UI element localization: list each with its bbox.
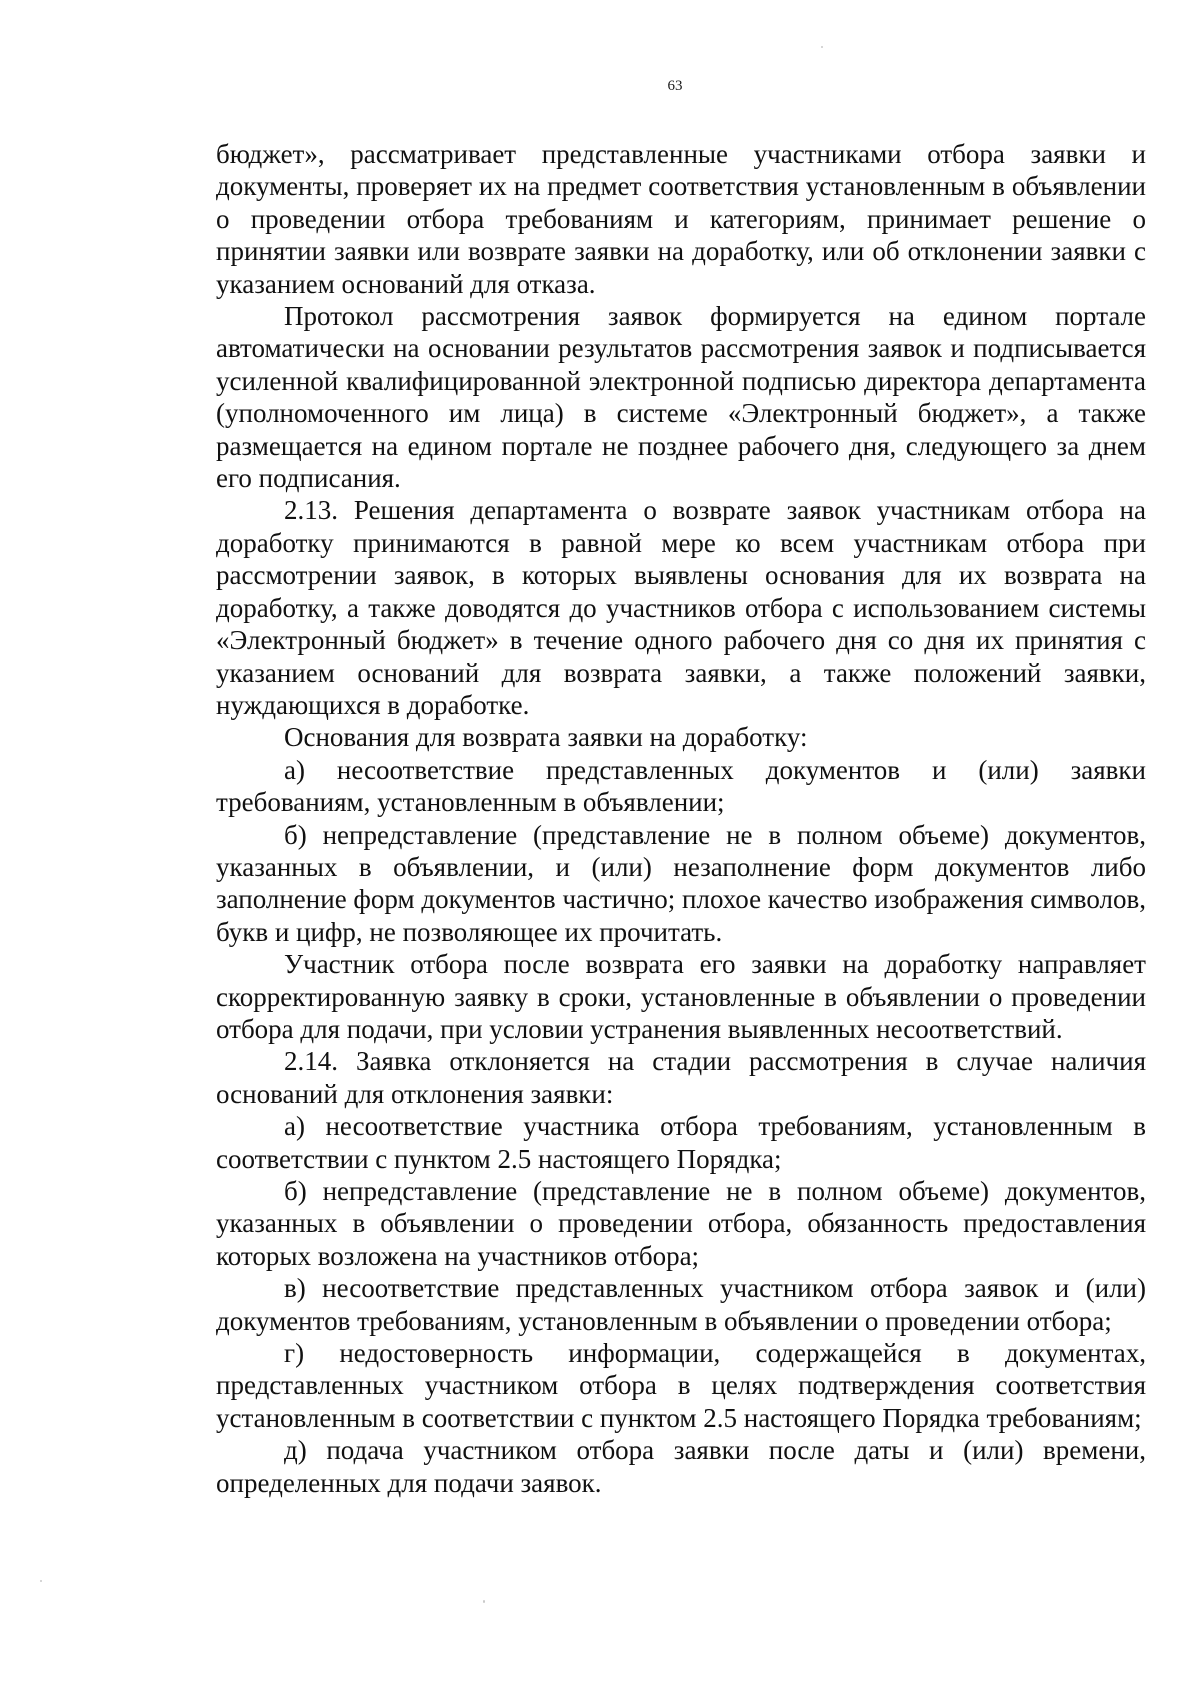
paragraph-2-14: 2.14. Заявка отклоняется на стадии рассмотрения в случае наличия оснований для отклонения заявки: <box>216 1046 1146 1109</box>
list-item-return-b: б) непредставление (представление не в полном объеме) документов, указанных в объявлении, и (или) незаполнение форм документов либо заполнение форм документов частично; плохое качество изображения символов, букв и цифр, не позволяющее их прочитать. <box>216 819 1146 947</box>
scan-speck <box>483 1600 485 1603</box>
paragraph-return-grounds-heading: Основания для возврата заявки на доработку: <box>284 722 808 753</box>
document-body <box>216 138 1146 1499</box>
list-item-return-a: а) несоответствие представленных документов и (или) заявки требованиям, установленным в объявлении; <box>216 754 1146 818</box>
page-number: 63 <box>667 78 683 94</box>
scan-speck <box>821 46 823 48</box>
list-item-reject-v: в) несоответствие представленных участником отбора заявок и (или) документов требованиям, установленным в объявлении о проведении отбора; <box>216 1273 1146 1336</box>
paragraph-protocol: Протокол рассмотрения заявок формируется на едином портале автоматически на основании результатов рассмотрения заявок и подписывается усиленной квалифицированной электронной подписью директора департамента (уполномоченного им лица) в системе «Электронный бюджет», а также размещается на едином портале не позднее рабочего дня, следующего за днем его подписания. <box>216 301 1146 494</box>
paragraph-continuation: бюджет», рассматривает представленные участниками отбора заявки и документы, проверяет их на предмет соответствия установленным в объявлении о проведении отбора требованиям и категориям, принимает решение о принятии заявки или возврате заявки на доработку, или об отклонении заявки с указанием оснований для отказа. <box>216 139 1146 299</box>
list-item-reject-a: а) несоответствие участника отбора требованиям, установленным в соответствии с пунктом 2.5 настоящего Порядка; <box>216 1111 1146 1174</box>
paragraph-resubmission: Участник отбора после возврата его заявки на доработку направляет скорректированную заявку в сроки, установленные в объявлении о проведении отбора для подачи, при условии устранения выявленных несоответствий. <box>216 949 1146 1044</box>
scan-speck <box>40 1580 42 1582</box>
list-item-reject-d: д) подача участником отбора заявки после даты и (или) времени, определенных для подачи заявок. <box>216 1435 1146 1498</box>
paragraph-2-13: 2.13. Решения департамента о возврате заявок участникам отбора на доработку принимаются в равной мере ко всем участникам отбора при рассмотрении заявок, в которых выявлены основания для их возврата на доработку, а также доводятся до участников отбора с использованием системы «Электронный бюджет» в течение одного рабочего дня со дня их принятия с указанием оснований для возврата заявки, а также положений заявки, нуждающихся в доработке. <box>216 495 1146 720</box>
list-item-reject-b: б) непредставление (представление не в полном объеме) документов, указанных в объявлении о проведении отбора, обязанность предоставления которых возложена на участников отбора; <box>216 1176 1146 1271</box>
list-item-reject-g: г) недостоверность информации, содержащейся в документах, представленных участником отбора в целях подтверждения соответствия установленным в соответствии с пунктом 2.5 настоящего Порядка требованиям; <box>216 1338 1146 1433</box>
